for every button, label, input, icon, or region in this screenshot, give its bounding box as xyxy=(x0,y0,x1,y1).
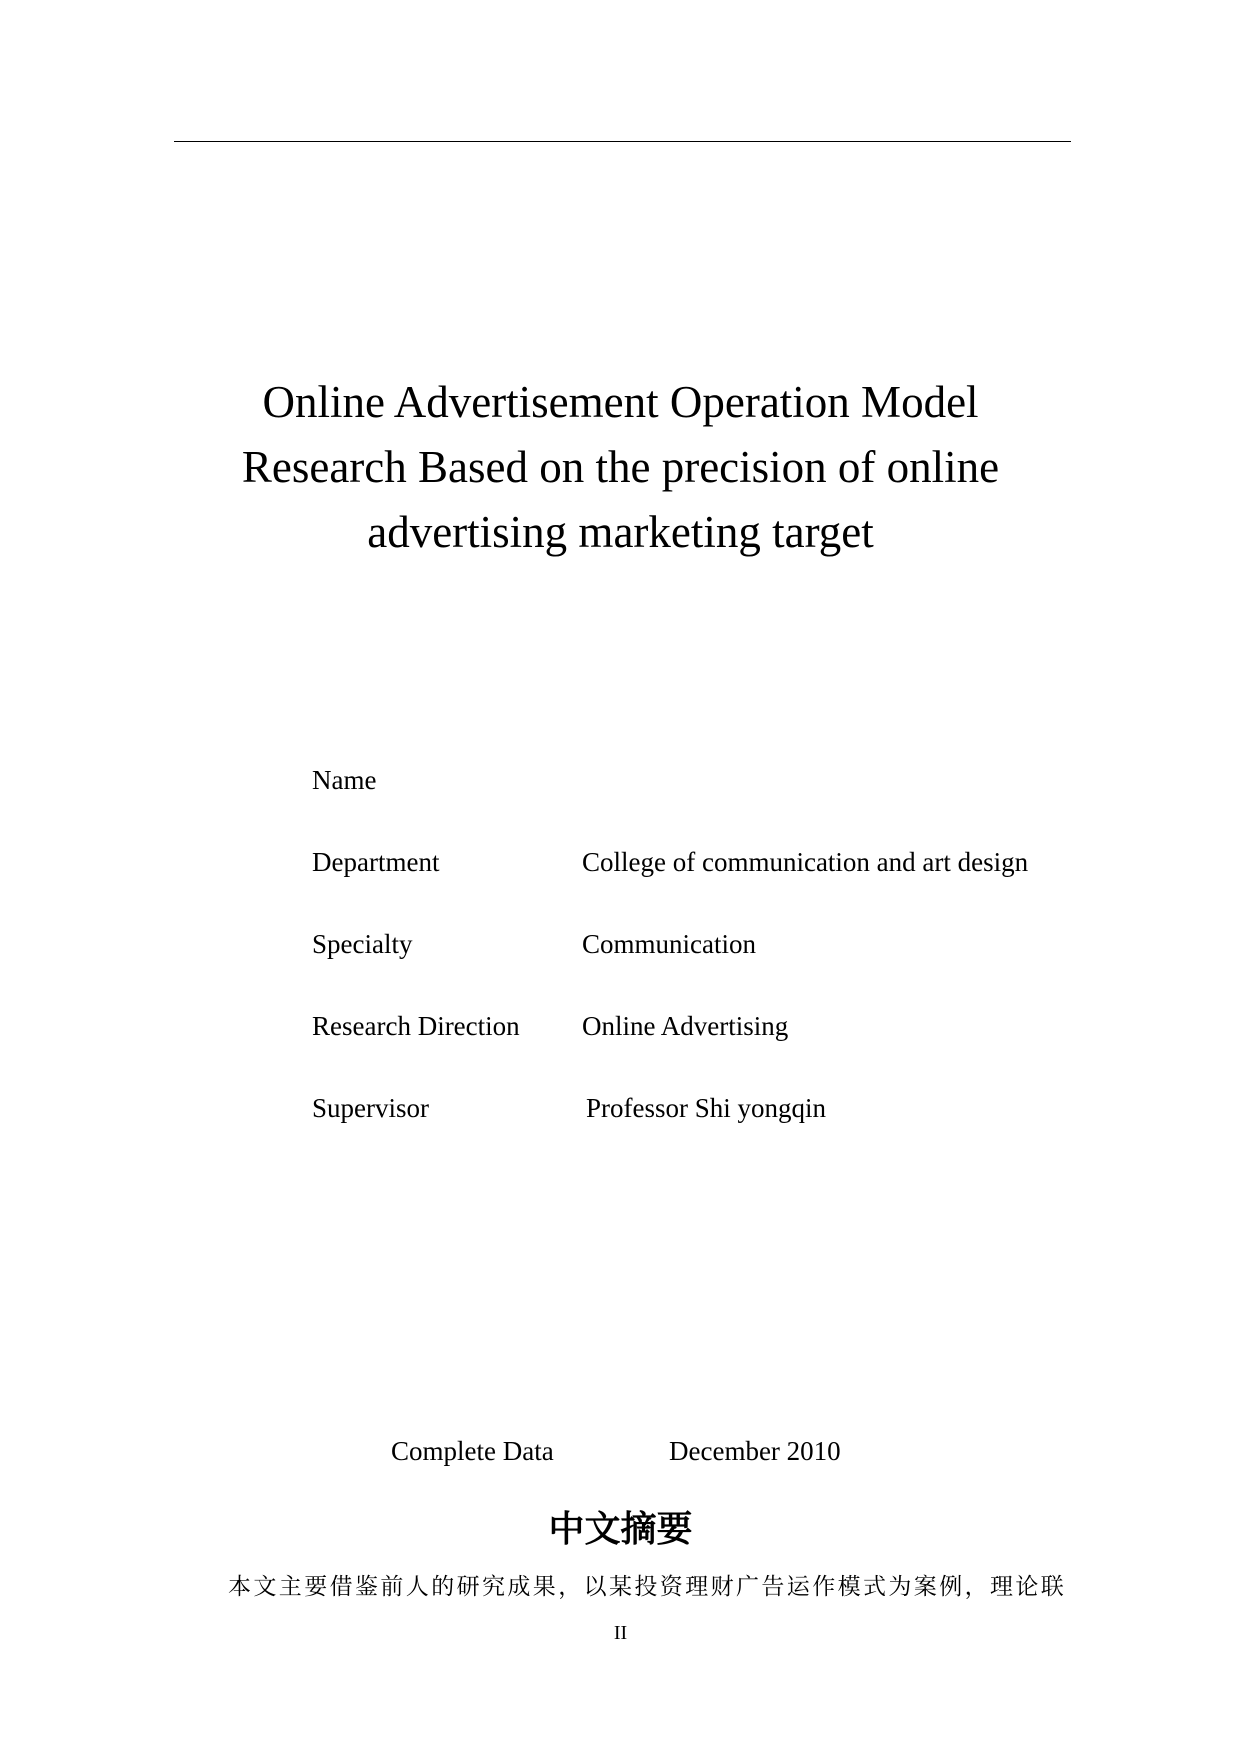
department-label: Department xyxy=(312,847,440,877)
specialty-value: Communication xyxy=(582,929,756,959)
department-value: College of communication and art design xyxy=(582,847,1029,877)
chinese-abstract-heading: 中文摘要 xyxy=(548,1509,693,1550)
header-rule xyxy=(174,141,1071,142)
specialty-label: Specialty xyxy=(312,929,413,959)
completion-date-value: December 2010 xyxy=(669,1436,841,1466)
research-direction-value: Online Advertising xyxy=(582,1011,789,1041)
thesis-title xyxy=(100,370,1141,565)
supervisor-value: Professor Shi yongqin xyxy=(586,1093,827,1123)
chinese-abstract-text: 本文主要借鉴前人的研究成果，以某投资理财广告运作模式为案例，理论联 xyxy=(228,1574,1067,1600)
thesis-title-line-1: Online Advertisement Operation Model xyxy=(262,377,979,427)
research-direction-label: Research Direction xyxy=(312,1011,520,1041)
name-label: Name xyxy=(312,765,377,795)
thesis-title-line-3: advertising marketing target xyxy=(367,507,874,557)
supervisor-label: Supervisor xyxy=(312,1093,429,1123)
completion-date-label: Complete Data xyxy=(391,1436,554,1466)
page-number: II xyxy=(613,1622,628,1644)
thesis-title-line-2: Research Based on the precision of online xyxy=(241,442,1000,492)
